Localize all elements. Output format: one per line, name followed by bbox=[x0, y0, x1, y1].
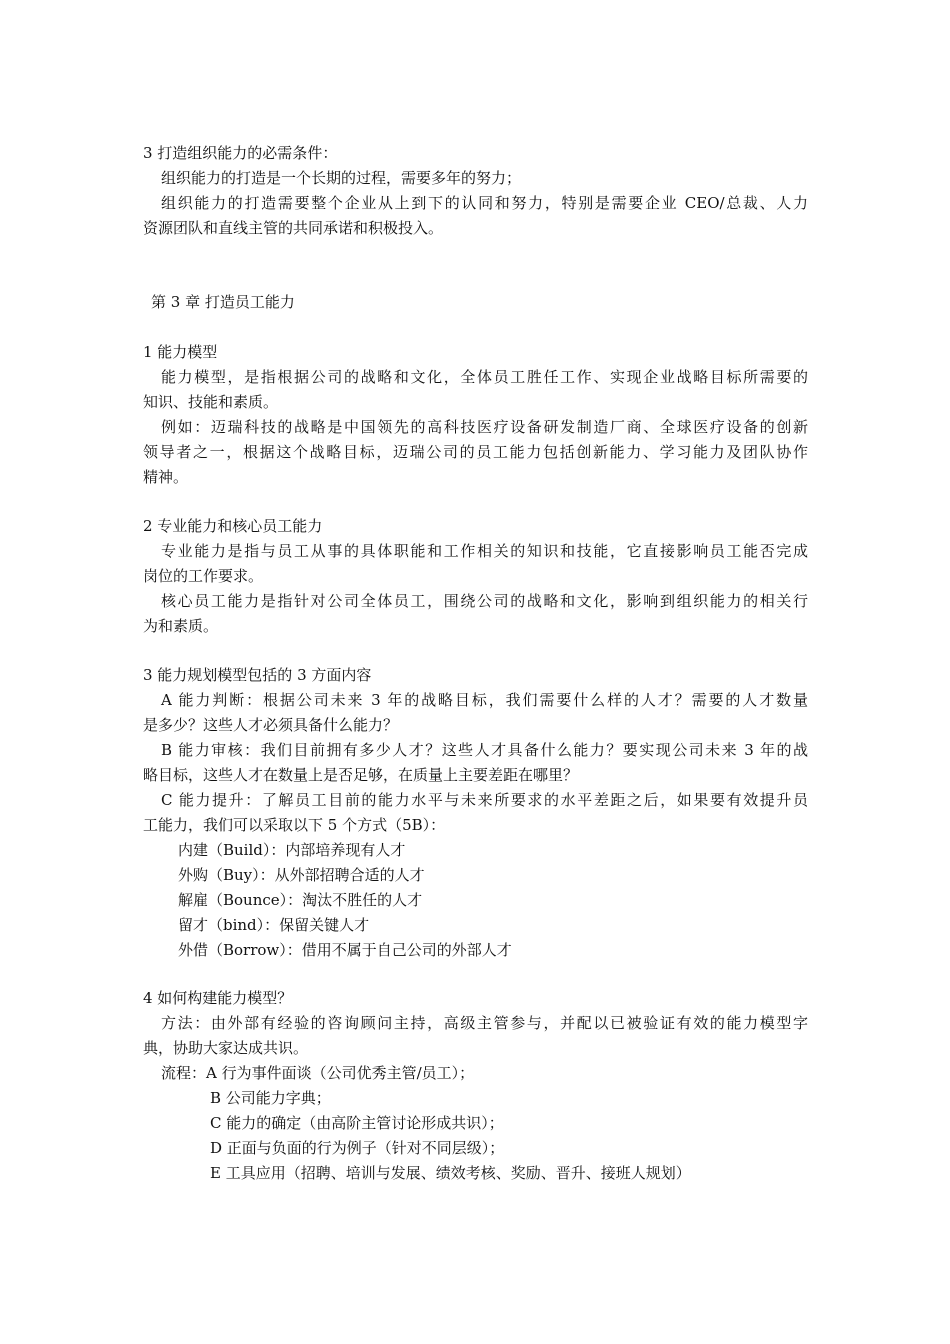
section-heading: 4 如何构建能力模型？ bbox=[143, 989, 293, 1007]
paragraph-line: B 能力审核：我们目前拥有多少人才？这些人才具备什么能力？要实现公司未来 3 年的战 bbox=[161, 741, 808, 759]
paragraph-line: 略目标，这些人才在数量上是否足够，在质量上主要差距在哪里？ bbox=[143, 766, 579, 784]
paragraph-line: 精神。 bbox=[143, 468, 189, 486]
paragraph-line: 领导者之一，根据这个战略目标，迈瑞公司的员工能力包括创新能力、学习能力及团队协作 bbox=[143, 443, 808, 461]
chapter-title-block bbox=[151, 290, 816, 315]
paragraph-line: 组织能力的打造是一个长期的过程，需要多年的努力； bbox=[161, 169, 522, 187]
list-item: 留才（bind）：保留关键人才 bbox=[178, 916, 370, 934]
list-item: 外借（Borrow）：借用不属于自己公司的外部人才 bbox=[178, 941, 512, 959]
section-prev-3 bbox=[143, 141, 808, 241]
paragraph-line: 是多少？这些人才必须具备什么能力？ bbox=[143, 716, 399, 734]
section-heading: 2 专业能力和核心员工能力 bbox=[143, 517, 323, 535]
paragraph-line: 岗位的工作要求。 bbox=[143, 567, 264, 585]
list-item: 内建（Build）：内部培养现有人才 bbox=[178, 841, 406, 859]
list-item: 外购（Buy）：从外部招聘合适的人才 bbox=[178, 866, 425, 884]
paragraph-line: 为和素质。 bbox=[143, 617, 219, 635]
list-item: B 公司能力字典； bbox=[210, 1089, 331, 1107]
list-item: 解雇（Bounce）：淘汰不胜任的人才 bbox=[178, 891, 423, 909]
list-item: E 工具应用（招聘、培训与发展、绩效考核、奖励、晋升、接班人规划） bbox=[210, 1164, 691, 1182]
section-1 bbox=[143, 340, 808, 490]
section-heading: 3 能力规划模型包括的 3 方面内容 bbox=[143, 666, 372, 684]
list-item: D 正面与负面的行为例子（针对不同层级）； bbox=[210, 1139, 505, 1157]
section-heading: 3 打造组织能力的必需条件： bbox=[143, 144, 338, 162]
section-heading: 1 能力模型 bbox=[143, 343, 218, 361]
paragraph-line: 专业能力是指与员工从事的具体职能和工作相关的知识和技能，它直接影响员工能否完成 bbox=[161, 542, 808, 560]
paragraph-line: 工能力，我们可以采取以下 5 个方式（5B）： bbox=[143, 816, 446, 834]
paragraph-line: 典，协助大家达成共识。 bbox=[143, 1039, 309, 1057]
paragraph-line: 例如：迈瑞科技的战略是中国领先的高科技医疗设备研发制造厂商、全球医疗设备的创新 bbox=[161, 418, 808, 436]
chapter-title: 第 3 章 打造员工能力 bbox=[151, 293, 295, 311]
paragraph-line: 知识、技能和素质。 bbox=[143, 393, 279, 411]
paragraph-line: 核心员工能力是指针对公司全体员工，围绕公司的战略和文化，影响到组织能力的相关行 bbox=[161, 592, 808, 610]
paragraph-line: 资源团队和直线主管的共同承诺和积极投入。 bbox=[143, 219, 444, 237]
section-2 bbox=[143, 514, 808, 639]
paragraph-line: 能力模型，是指根据公司的战略和文化，全体员工胜任工作、实现企业战略目标所需要的 bbox=[161, 368, 808, 386]
section-4 bbox=[143, 986, 808, 1186]
paragraph-line: 组织能力的打造需要整个企业从上到下的认同和努力，特别是需要企业 CEO/总裁、人力 bbox=[161, 194, 808, 212]
list-item: C 能力的确定（由高阶主管讨论形成共识）； bbox=[210, 1114, 504, 1132]
paragraph-line: A 能力判断：根据公司未来 3 年的战略目标，我们需要什么样的人才？需要的人才数量 bbox=[161, 691, 808, 709]
paragraph-line: 方法：由外部有经验的咨询顾问主持，高级主管参与，并配以已被验证有效的能力模型字 bbox=[161, 1014, 808, 1032]
paragraph-line: C 能力提升：了解员工目前的能力水平与未来所要求的水平差距之后，如果要有效提升员 bbox=[161, 791, 808, 809]
section-3 bbox=[143, 663, 808, 963]
list-item: 流程：A 行为事件面谈（公司优秀主管/员工）； bbox=[161, 1064, 475, 1082]
